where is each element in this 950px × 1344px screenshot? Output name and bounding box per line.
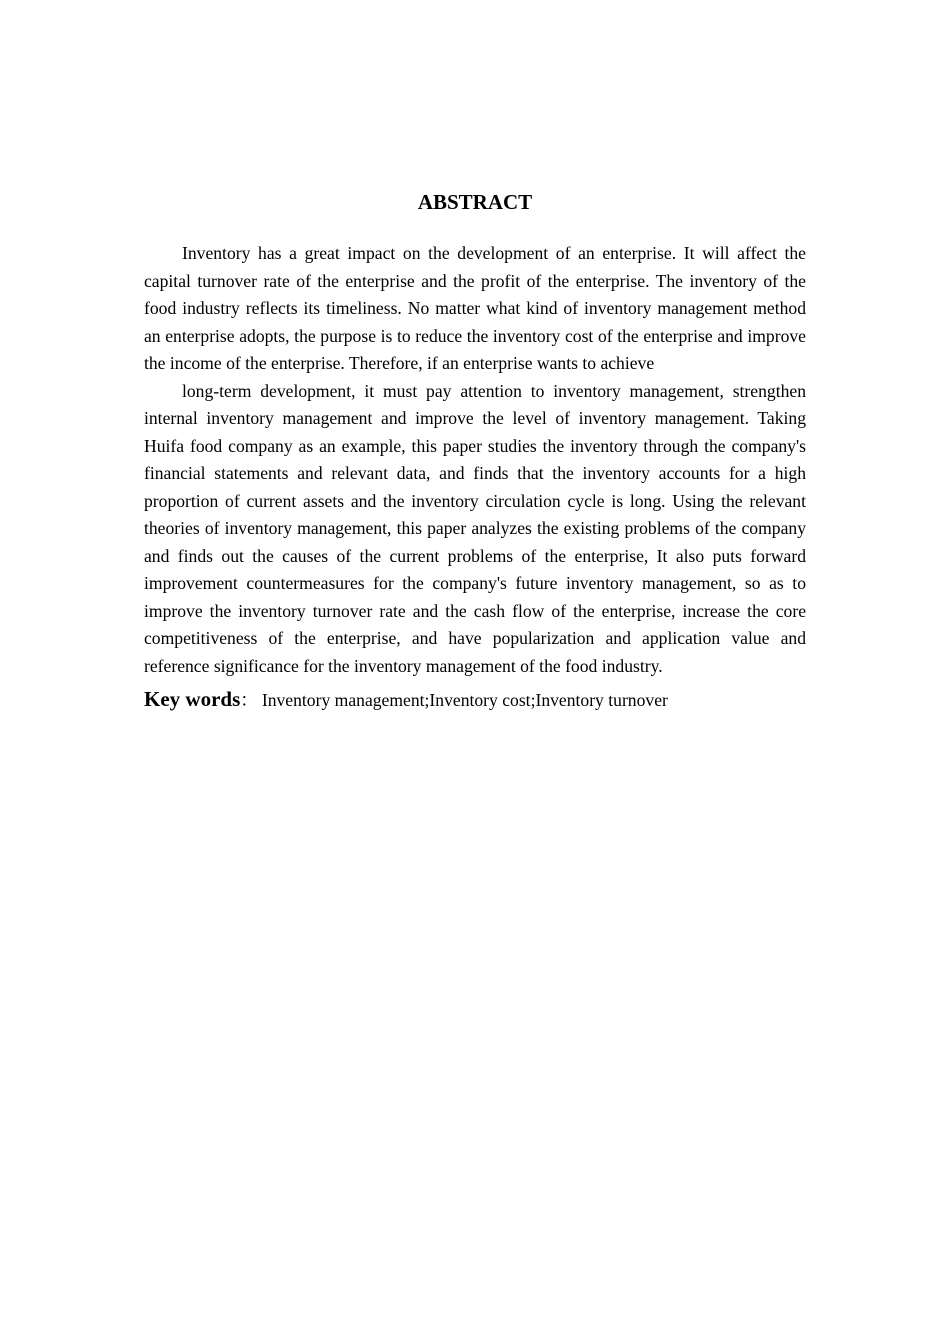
keywords-line bbox=[144, 684, 806, 715]
keywords-separator: ： bbox=[240, 690, 258, 710]
keywords-text: Inventory management;Inventory cost;Inventory turnover bbox=[261, 690, 668, 710]
keywords-label: Key words bbox=[144, 687, 241, 711]
abstract-paragraph-1: Inventory has a great impact on the development of an enterprise. It will affect the capital turnover rate of the enterprise and the profit of the enterprise. The inventory of the food industry reflects its timeliness. No matter what kind of inventory management method an enterprise adopts, the purpose is to reduce the inventory cost of the enterprise and improve the income of the enterprise. Therefore, if an enterprise wants to achieve bbox=[144, 243, 806, 373]
abstract-title: ABSTRACT bbox=[417, 190, 533, 214]
abstract-section bbox=[144, 188, 806, 715]
abstract-paragraph-2: long-term development, it must pay attention to inventory management, strengthen internal inventory management and improve the level of inventory management. Taking Huifa food company as an example, this paper studies the inventory through the company's financial statements and relevant data, and finds that the inventory accounts for a high proportion of current assets and the inventory circulation cycle is long. Using the relevant theories of inventory management, this paper analyzes the existing problems of the company and finds out the causes of the current problems of the enterprise, It also puts forward improvement countermeasures for the company's future inventory management, so as to improve the inventory turnover rate and the cash flow of the enterprise, increase the core competitiveness of the enterprise, and have popularization and application value and reference significance for the inventory management of the food industry. bbox=[144, 380, 806, 676]
